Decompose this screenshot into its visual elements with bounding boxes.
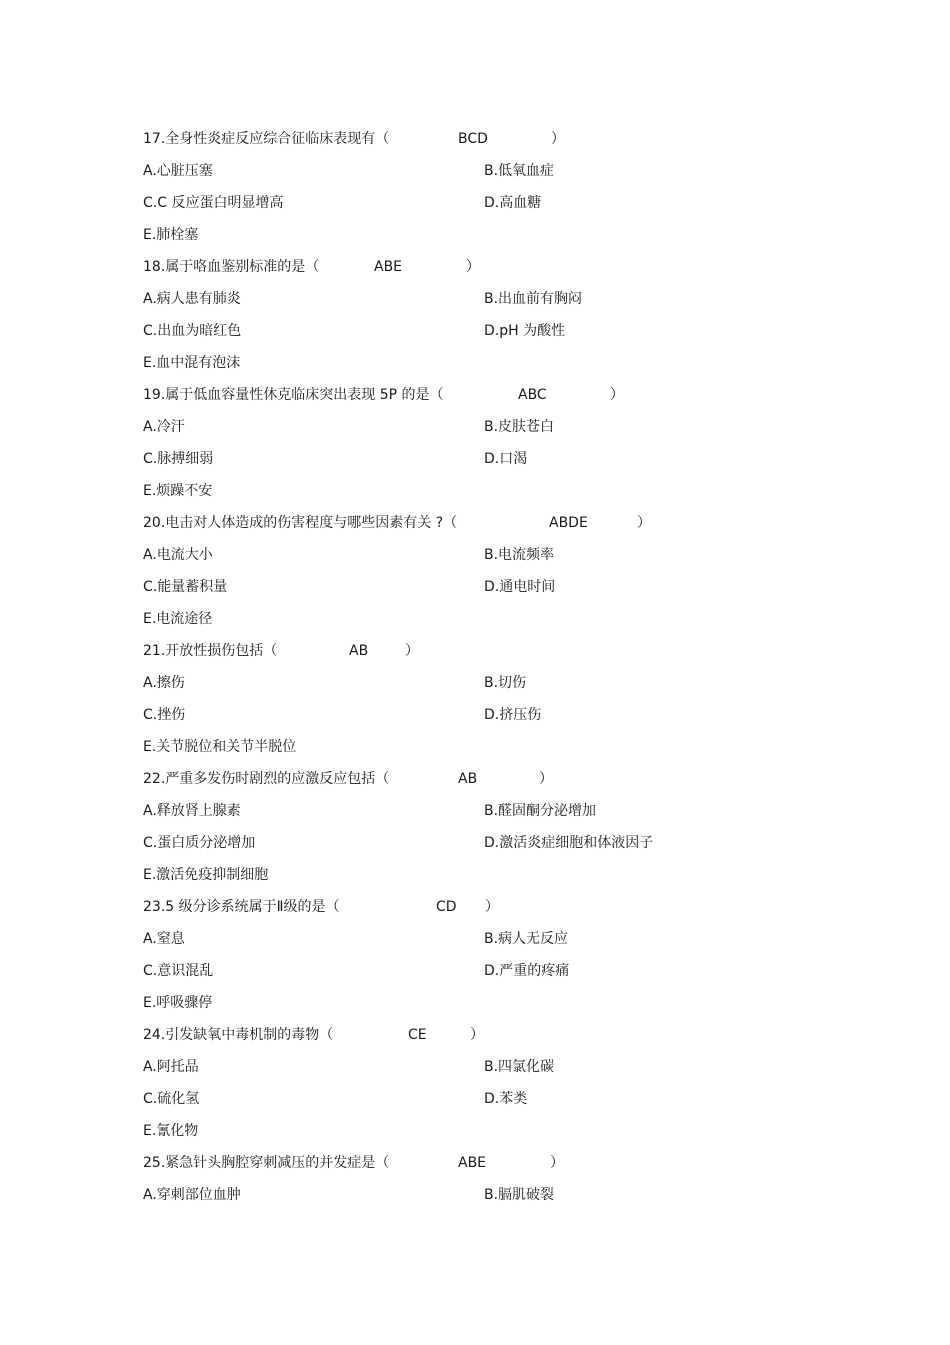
- option-item: E.烦躁不安: [143, 483, 213, 499]
- option-row: [143, 1051, 843, 1083]
- option-item: D.激活炎症细胞和体液因子: [484, 835, 654, 851]
- option-item: C.能量蓄积量: [143, 579, 228, 595]
- option-item: C.挫伤: [143, 707, 186, 723]
- option-row: [143, 987, 843, 1019]
- option-row: [143, 923, 843, 955]
- option-item: C.出血为暗红色: [143, 323, 242, 339]
- option-item: E.电流途径: [143, 611, 213, 627]
- option-row: [143, 1115, 843, 1147]
- option-item: A.冷汗: [143, 419, 185, 435]
- option-row: [143, 827, 843, 859]
- close-paren: ）: [485, 899, 499, 915]
- option-row: [143, 1083, 843, 1115]
- option-item: D.苯类: [484, 1091, 528, 1107]
- option-item: E.肺栓塞: [143, 227, 199, 243]
- option-item: B.病人无反应: [484, 931, 569, 947]
- close-paren: ）: [539, 771, 553, 787]
- option-item: A.心脏压塞: [143, 163, 213, 179]
- close-paren: ）: [637, 515, 651, 531]
- answer-key: ABE: [374, 259, 403, 275]
- option-row: [143, 443, 843, 475]
- option-item: A.窒息: [143, 931, 185, 947]
- answer-key: ABDE: [549, 515, 588, 531]
- close-paren: ）: [610, 387, 624, 403]
- question-text: 25.紧急针头胸腔穿刺减压的并发症是（: [143, 1155, 390, 1171]
- option-item: C.脉搏细弱: [143, 451, 214, 467]
- option-item: E.激活免疫抑制细胞: [143, 867, 269, 883]
- option-item: B.电流频率: [484, 547, 555, 563]
- question-stem: [143, 251, 843, 283]
- answer-key: AB: [458, 771, 478, 787]
- option-row: [143, 955, 843, 987]
- answer-key: CD: [436, 899, 457, 915]
- option-row: [143, 411, 843, 443]
- option-item: E.呼吸骤停: [143, 995, 213, 1011]
- option-row: [143, 187, 843, 219]
- question-stem: [143, 891, 843, 923]
- question-stem: [143, 635, 843, 667]
- question-text: 21.开放性损伤包括（: [143, 643, 278, 659]
- option-row: [143, 347, 843, 379]
- option-item: E.血中混有泡沫: [143, 355, 241, 371]
- answer-key: BCD: [458, 131, 488, 147]
- answer-key: CE: [408, 1027, 427, 1043]
- question-stem: [143, 379, 843, 411]
- option-item: B.醛固酮分泌增加: [484, 803, 597, 819]
- option-row: [143, 795, 843, 827]
- close-paren: ）: [551, 131, 565, 147]
- option-item: B.低氧血症: [484, 163, 555, 179]
- option-item: B.皮肤苍白: [484, 419, 555, 435]
- question-stem: [143, 507, 843, 539]
- option-row: [143, 731, 843, 763]
- question-text: 24.引发缺氧中毒机制的毒物（: [143, 1027, 334, 1043]
- option-item: A.穿刺部位血肿: [143, 1187, 241, 1203]
- option-item: C.蛋白质分泌增加: [143, 835, 256, 851]
- option-row: [143, 539, 843, 571]
- option-item: B.四氯化碳: [484, 1059, 555, 1075]
- option-item: B.切伤: [484, 675, 527, 691]
- option-item: A.病人患有肺炎: [143, 291, 241, 307]
- answer-key: ABC: [518, 387, 547, 403]
- question-text: 17.全身性炎症反应综合征临床表现有（: [143, 131, 390, 147]
- option-item: D.严重的疼痛: [484, 963, 570, 979]
- question-text: 23.5 级分诊系统属于Ⅱ级的是（: [143, 899, 340, 915]
- answer-key: AB: [349, 643, 369, 659]
- question-stem: [143, 763, 843, 795]
- option-item: D.pH 为酸性: [484, 323, 566, 339]
- option-item: A.阿托品: [143, 1059, 199, 1075]
- option-item: D.通电时间: [484, 579, 556, 595]
- option-row: [143, 603, 843, 635]
- option-row: [143, 1179, 843, 1211]
- option-item: E.氰化物: [143, 1123, 199, 1139]
- option-item: A.释放肾上腺素: [143, 803, 241, 819]
- close-paren: ）: [470, 1027, 484, 1043]
- question-text: 20.电击对人体造成的伤害程度与哪些因素有关 ?（: [143, 515, 458, 531]
- question-stem: [143, 1019, 843, 1051]
- option-item: B.出血前有胸闷: [484, 291, 583, 307]
- option-item: B.膈肌破裂: [484, 1187, 555, 1203]
- question-stem: [143, 1147, 843, 1179]
- option-item: C.硫化氢: [143, 1091, 200, 1107]
- option-row: [143, 571, 843, 603]
- close-paren: ）: [466, 259, 480, 275]
- option-row: [143, 699, 843, 731]
- close-paren: ）: [405, 643, 419, 659]
- option-row: [143, 283, 843, 315]
- question-text: 18.属于咯血鉴别标准的是（: [143, 259, 320, 275]
- option-item: D.挤压伤: [484, 707, 542, 723]
- close-paren: ）: [550, 1155, 564, 1171]
- option-item: D.口渴: [484, 451, 528, 467]
- option-row: [143, 859, 843, 891]
- question-text: 22.严重多发伤时剧烈的应激反应包括（: [143, 771, 390, 787]
- option-item: A.擦伤: [143, 675, 185, 691]
- question-text: 19.属于低血容量性休克临床突出表现 5P 的是（: [143, 387, 444, 403]
- option-row: [143, 219, 843, 251]
- option-item: C.意识混乱: [143, 963, 214, 979]
- answer-key: ABE: [458, 1155, 487, 1171]
- option-row: [143, 315, 843, 347]
- question-list: [143, 123, 843, 1211]
- option-item: C.C 反应蛋白明显增高: [143, 195, 284, 211]
- option-row: [143, 667, 843, 699]
- question-stem: [143, 123, 843, 155]
- option-row: [143, 475, 843, 507]
- option-item: A.电流大小: [143, 547, 213, 563]
- option-row: [143, 155, 843, 187]
- option-item: D.高血糖: [484, 195, 542, 211]
- option-item: E.关节脱位和关节半脱位: [143, 739, 297, 755]
